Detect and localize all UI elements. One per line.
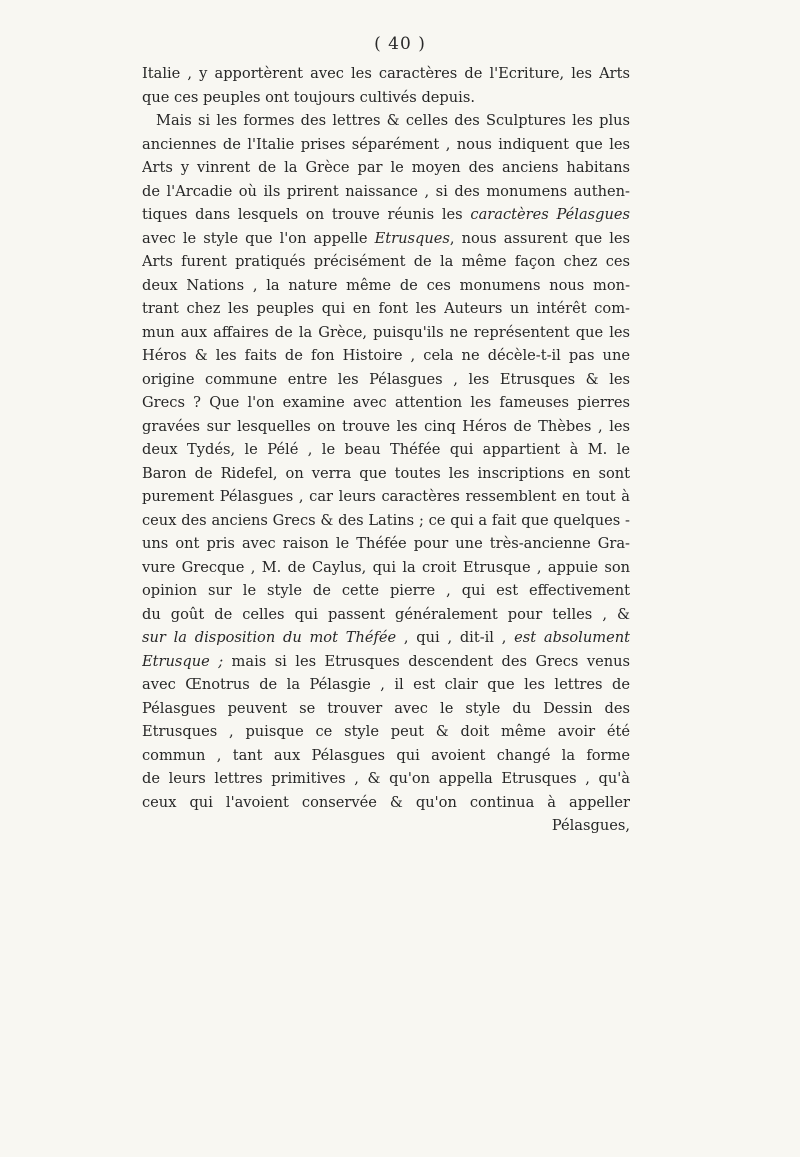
text-line xyxy=(142,673,630,697)
text-segment: Arts y vinrent de la Grèce par le moyen des anciens habitans xyxy=(142,159,630,176)
text-line xyxy=(142,86,630,110)
text-line xyxy=(142,180,630,204)
text-line xyxy=(142,791,630,815)
text-line xyxy=(142,62,630,86)
text-segment: tiques dans lesquels on trouve réunis les xyxy=(142,206,471,223)
text-line xyxy=(142,579,630,603)
text-line xyxy=(142,509,630,533)
text-segment: avec Œnotrus de la Pélasgie , il est clair que les lettres de xyxy=(142,676,630,693)
text-line xyxy=(142,767,630,791)
text-segment: mais si les Etrusques descendent des Grecs venus xyxy=(223,652,630,670)
text-line xyxy=(142,720,630,744)
text-segment: Baron de Ridefel, on verra que toutes les inscriptions en sont xyxy=(142,464,630,482)
text-line xyxy=(142,297,630,321)
text-segment: Mais si les formes des lettres & celles des Sculptures les plus xyxy=(156,112,630,129)
text-segment: purement Pélasgues , car leurs caractères ressemblent en tout à xyxy=(142,488,630,505)
text-line xyxy=(142,556,630,580)
page-number: ( 40 ) xyxy=(374,34,426,54)
text-segment: ceux qui l'avoient conservée & qu'on continua à appeller xyxy=(142,793,630,811)
text-line xyxy=(142,438,630,462)
text-segment: Italie , y apportèrent avec les caractères de l'Ecriture, les Arts xyxy=(142,65,630,82)
text-line xyxy=(142,156,630,180)
text-segment: mun aux affaires de la Grèce, puisqu'ils ne représentent que les xyxy=(142,323,630,341)
text-segment: Etrusques , puisque ce style peut & doit même avoir été xyxy=(142,723,630,740)
text-line xyxy=(142,203,630,227)
italic-text: caractères Pélasgues xyxy=(470,206,630,223)
text-line xyxy=(142,321,630,345)
text-segment: anciennes de l'Italie prises séparément , nous indiquent que les xyxy=(142,135,630,153)
text-segment: opinion sur le style de cette pierre , qui est effectivement xyxy=(142,582,630,599)
italic-text: Etrusque ; xyxy=(142,652,224,670)
text-line xyxy=(142,697,630,721)
text-segment: Grecs ? Que l'on examine avec attention les fameuses pierres xyxy=(142,394,630,411)
text-line xyxy=(142,227,630,251)
text-line xyxy=(142,250,630,274)
text-line xyxy=(142,344,630,368)
text-line xyxy=(142,462,630,486)
text-line xyxy=(142,626,630,650)
text-segment: Pélasgues peuvent se trouver avec le style du Dessin des xyxy=(142,699,630,717)
text-segment: ceux des anciens Grecs & des Latins ; ce qui a fait que quelques - xyxy=(142,511,630,529)
text-segment: , qui , dit-il , xyxy=(396,629,515,646)
text-line xyxy=(142,603,630,627)
text-segment: Pélasgues, xyxy=(551,817,630,834)
text-line xyxy=(142,532,630,556)
text-segment: trant chez les peuples qui en font les Auteurs un intérêt com- xyxy=(142,300,630,317)
text-segment: du goût de celles qui passent généralement pour telles , & xyxy=(142,605,630,623)
text-segment: que ces peuples ont toujours cultivés depuis. xyxy=(142,88,475,106)
text-line xyxy=(142,814,630,838)
italic-text: est absolument xyxy=(514,629,630,646)
text-segment: uns ont pris avec raison le Théfée pour une très-ancienne Gra- xyxy=(142,535,630,552)
italic-text: Etrusques xyxy=(374,229,450,247)
text-line xyxy=(142,274,630,298)
text-line xyxy=(142,415,630,439)
text-segment: Héros & les faits de fon Histoire , cela ne décèle-t-il pas une xyxy=(142,347,630,364)
text-line xyxy=(142,485,630,509)
text-segment: origine commune entre les Pélasgues , les Etrusques & les xyxy=(142,370,630,388)
text-segment: deux Nations , la nature même de ces monumens nous mon- xyxy=(142,276,630,294)
text-line xyxy=(142,650,630,674)
body-text xyxy=(142,62,630,838)
text-segment: de l'Arcadie où ils prirent naissance , si des monumens authen- xyxy=(142,182,630,200)
text-line xyxy=(142,368,630,392)
text-segment: gravées sur lesquelles on trouve les cinq Héros de Thèbes , les xyxy=(142,417,630,435)
text-segment: commun , tant aux Pélasgues qui avoient changé la forme xyxy=(142,746,630,764)
text-line xyxy=(142,744,630,768)
text-segment: de leurs lettres primitives , & qu'on appella Etrusques , qu'à xyxy=(142,770,630,787)
text-segment: deux Tydés, le Pélé , le beau Théfée qui appartient à M. le xyxy=(142,441,630,458)
text-line xyxy=(142,391,630,415)
text-segment: vure Grecque , M. de Caylus, qui la croit Etrusque , appuie son xyxy=(142,558,630,576)
text-segment: , nous assurent que les xyxy=(449,229,630,247)
italic-text: sur la disposition du mot Théfée xyxy=(142,629,397,646)
text-line xyxy=(142,109,630,133)
text-segment: avec le style que l'on appelle xyxy=(142,229,375,247)
text-segment: Arts furent pratiqués précisément de la même façon chez ces xyxy=(142,253,630,270)
text-line xyxy=(142,133,630,157)
